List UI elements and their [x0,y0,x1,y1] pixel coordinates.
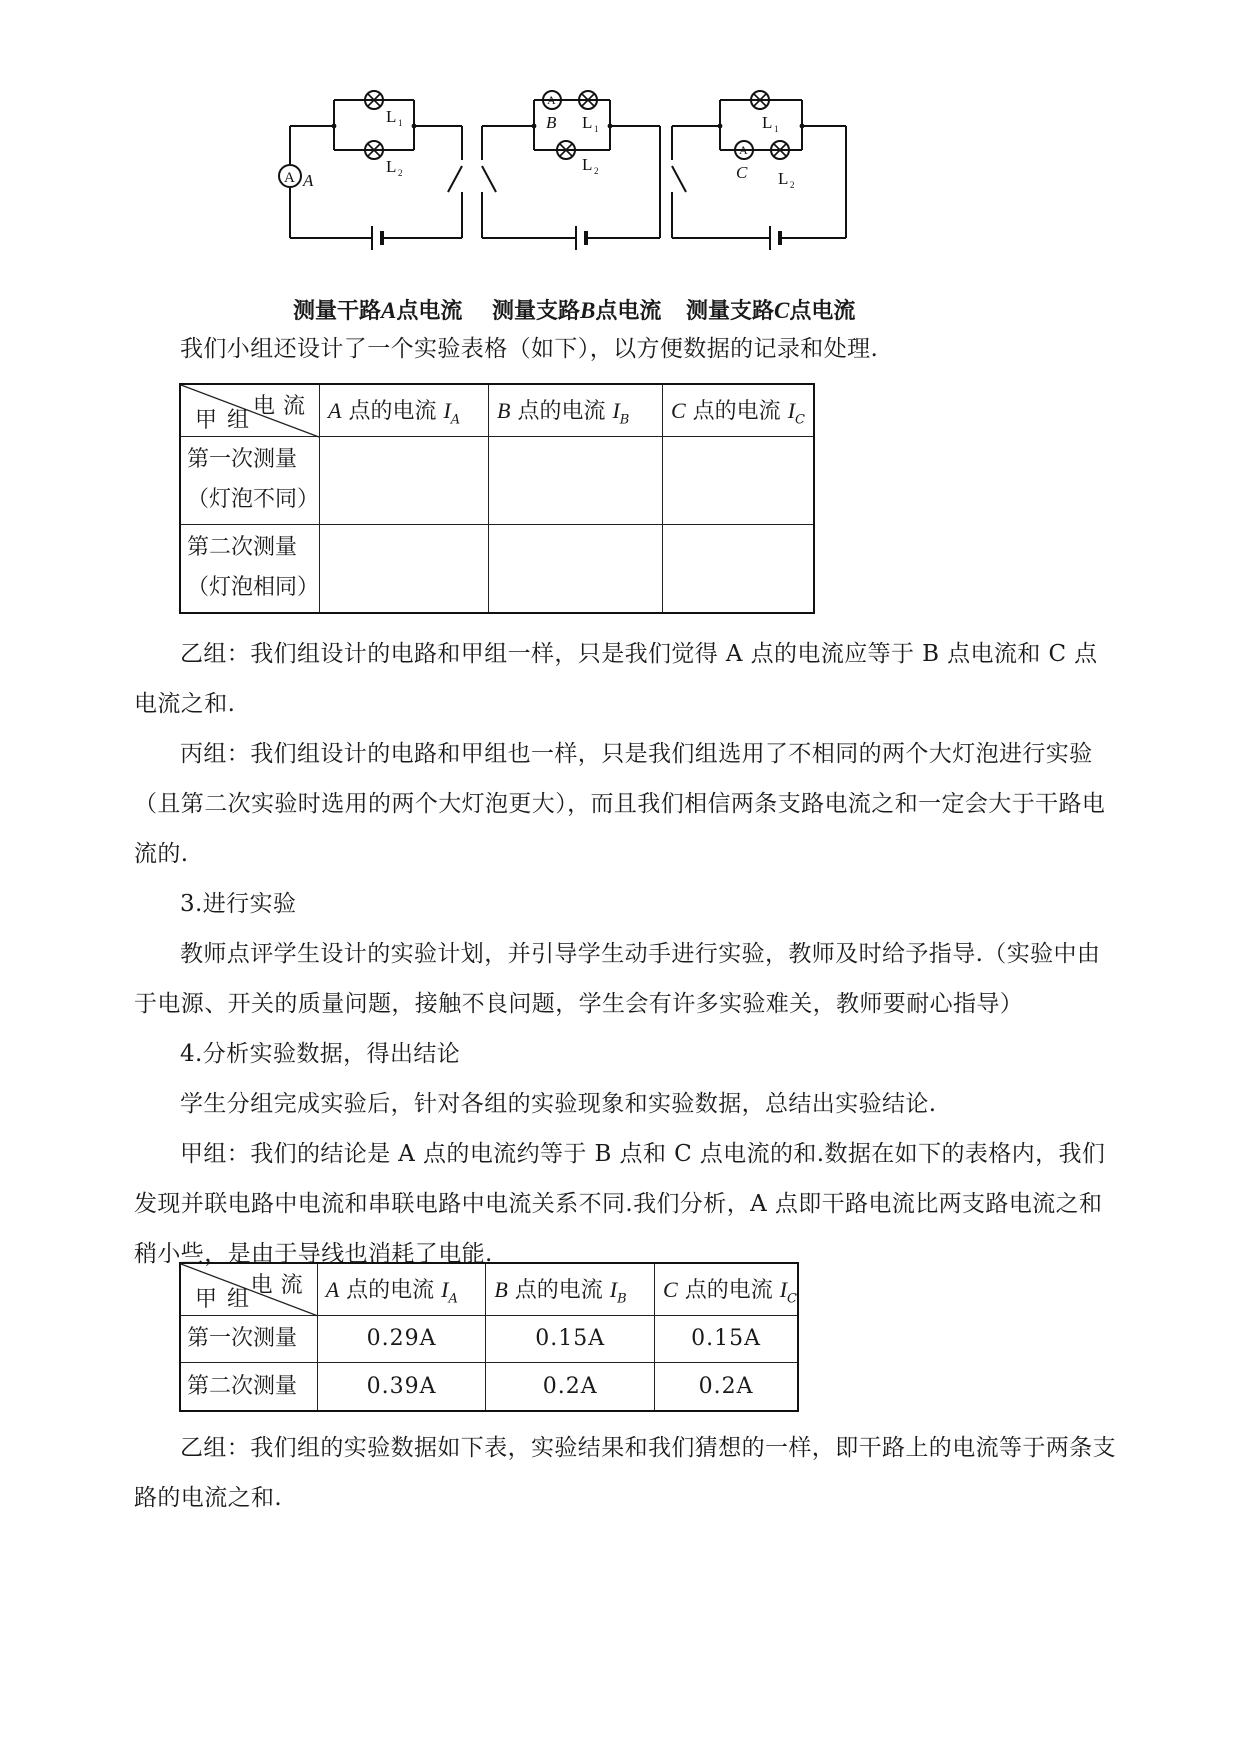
svg-text:2: 2 [594,166,599,176]
svg-text:L: L [762,113,773,132]
svg-text:L: L [386,157,397,176]
svg-text:1: 1 [774,124,779,134]
para-yi-design: 乙组：我们组设计的电路和甲组一样，只是我们觉得 A 点的电流应等于 B 点电流和 C 点电流之和. [134,641,1098,717]
caption-branch-c: 测量支路C点电流 [686,298,856,324]
para-summary: 学生分组完成实验后，针对各组的实验现象和实验数据，总结出实验结论. [180,1091,937,1117]
point-a-label: A [303,171,314,190]
ammeter-2-label: A [547,93,556,107]
table-corner: 电流 甲组 [180,1263,317,1315]
para-jia-conclusion: 甲组：我们的结论是 A 点的电流约等于 B 点和 C 点电流的和.数据在如下的表格内，我们发现并联电路中电流和串联电路中电流关系不同.我们分析，A 点即干路电流比两支路电流之和稍小些，是由于导线也消耗了电能. [134,1141,1106,1267]
table-corner: 电流 甲组 [180,384,320,436]
table-row: 第二次测量 0.39A 0.2A 0.2A [180,1363,798,1411]
col-header-a: A 点的电流 $I_A$ [320,384,489,436]
circuit-diagrams [284,88,870,258]
caption-branch-b: 测量支路B点电流 [492,298,662,324]
col-header-b: B 点的电流 $I_B$ [486,1263,655,1315]
circuit-branch-b [482,91,660,238]
svg-text:1: 1 [594,124,599,134]
result-table [179,1262,799,1412]
ammeter-3-label: A [739,143,748,157]
col-header-b: B 点的电流 $I_B$ [489,384,663,436]
table-row: 第一次测量 0.29A 0.15A 0.15A [180,1315,798,1363]
svg-text:L: L [778,169,789,188]
point-c-label: C [736,163,748,182]
plan-table [179,383,815,614]
caption-main: 测量干路A点电流 [293,298,463,324]
para-yi-data: 乙组：我们组的实验数据如下表，实验结果和我们猜想的一样，即干路上的电流等于两条支路的电流之和. [134,1435,1116,1511]
ammeter-1-label: A [284,170,295,186]
heading-step3: 3.进行实验 [180,891,297,917]
intro-text: 我们小组还设计了一个实验表格（如下），以方便数据的记录和处理. [180,336,879,362]
point-b-label: B [546,113,557,132]
svg-text:L: L [386,107,397,126]
heading-step4: 4.分析实验数据，得出结论 [180,1041,461,1067]
col-header-c: C 点的电流 $I_C$ [663,384,815,436]
para-bing-design: 丙组：我们组设计的电路和甲组也一样，只是我们组选用了不相同的两个大灯泡进行实验（且第二次实验时选用的两个大灯泡更大），而且我们相信两条支路电流之和一定会大于干路电流的. [134,741,1106,867]
col-header-c: C 点的电流 $I_C$ [655,1263,798,1315]
circuit-branch-c [672,91,846,238]
table-row: 第二次测量 （灯泡相同） [180,524,814,613]
svg-text:2: 2 [398,168,403,178]
svg-text:L: L [582,113,593,132]
circuit-main-branch [279,91,462,238]
svg-text:L: L [582,155,593,174]
col-header-a: A 点的电流 $I_A$ [317,1263,486,1315]
table-row: 第一次测量 （灯泡不同） [180,436,814,524]
svg-text:1: 1 [398,118,403,128]
para-teacher: 教师点评学生设计的实验计划，并引导学生动手进行实验，教师及时给予指导.（实验中由于电源、开关的质量问题，接触不良问题，学生会有许多实验难关，教师要耐心指导） [134,941,1101,1017]
svg-text:2: 2 [790,180,795,190]
